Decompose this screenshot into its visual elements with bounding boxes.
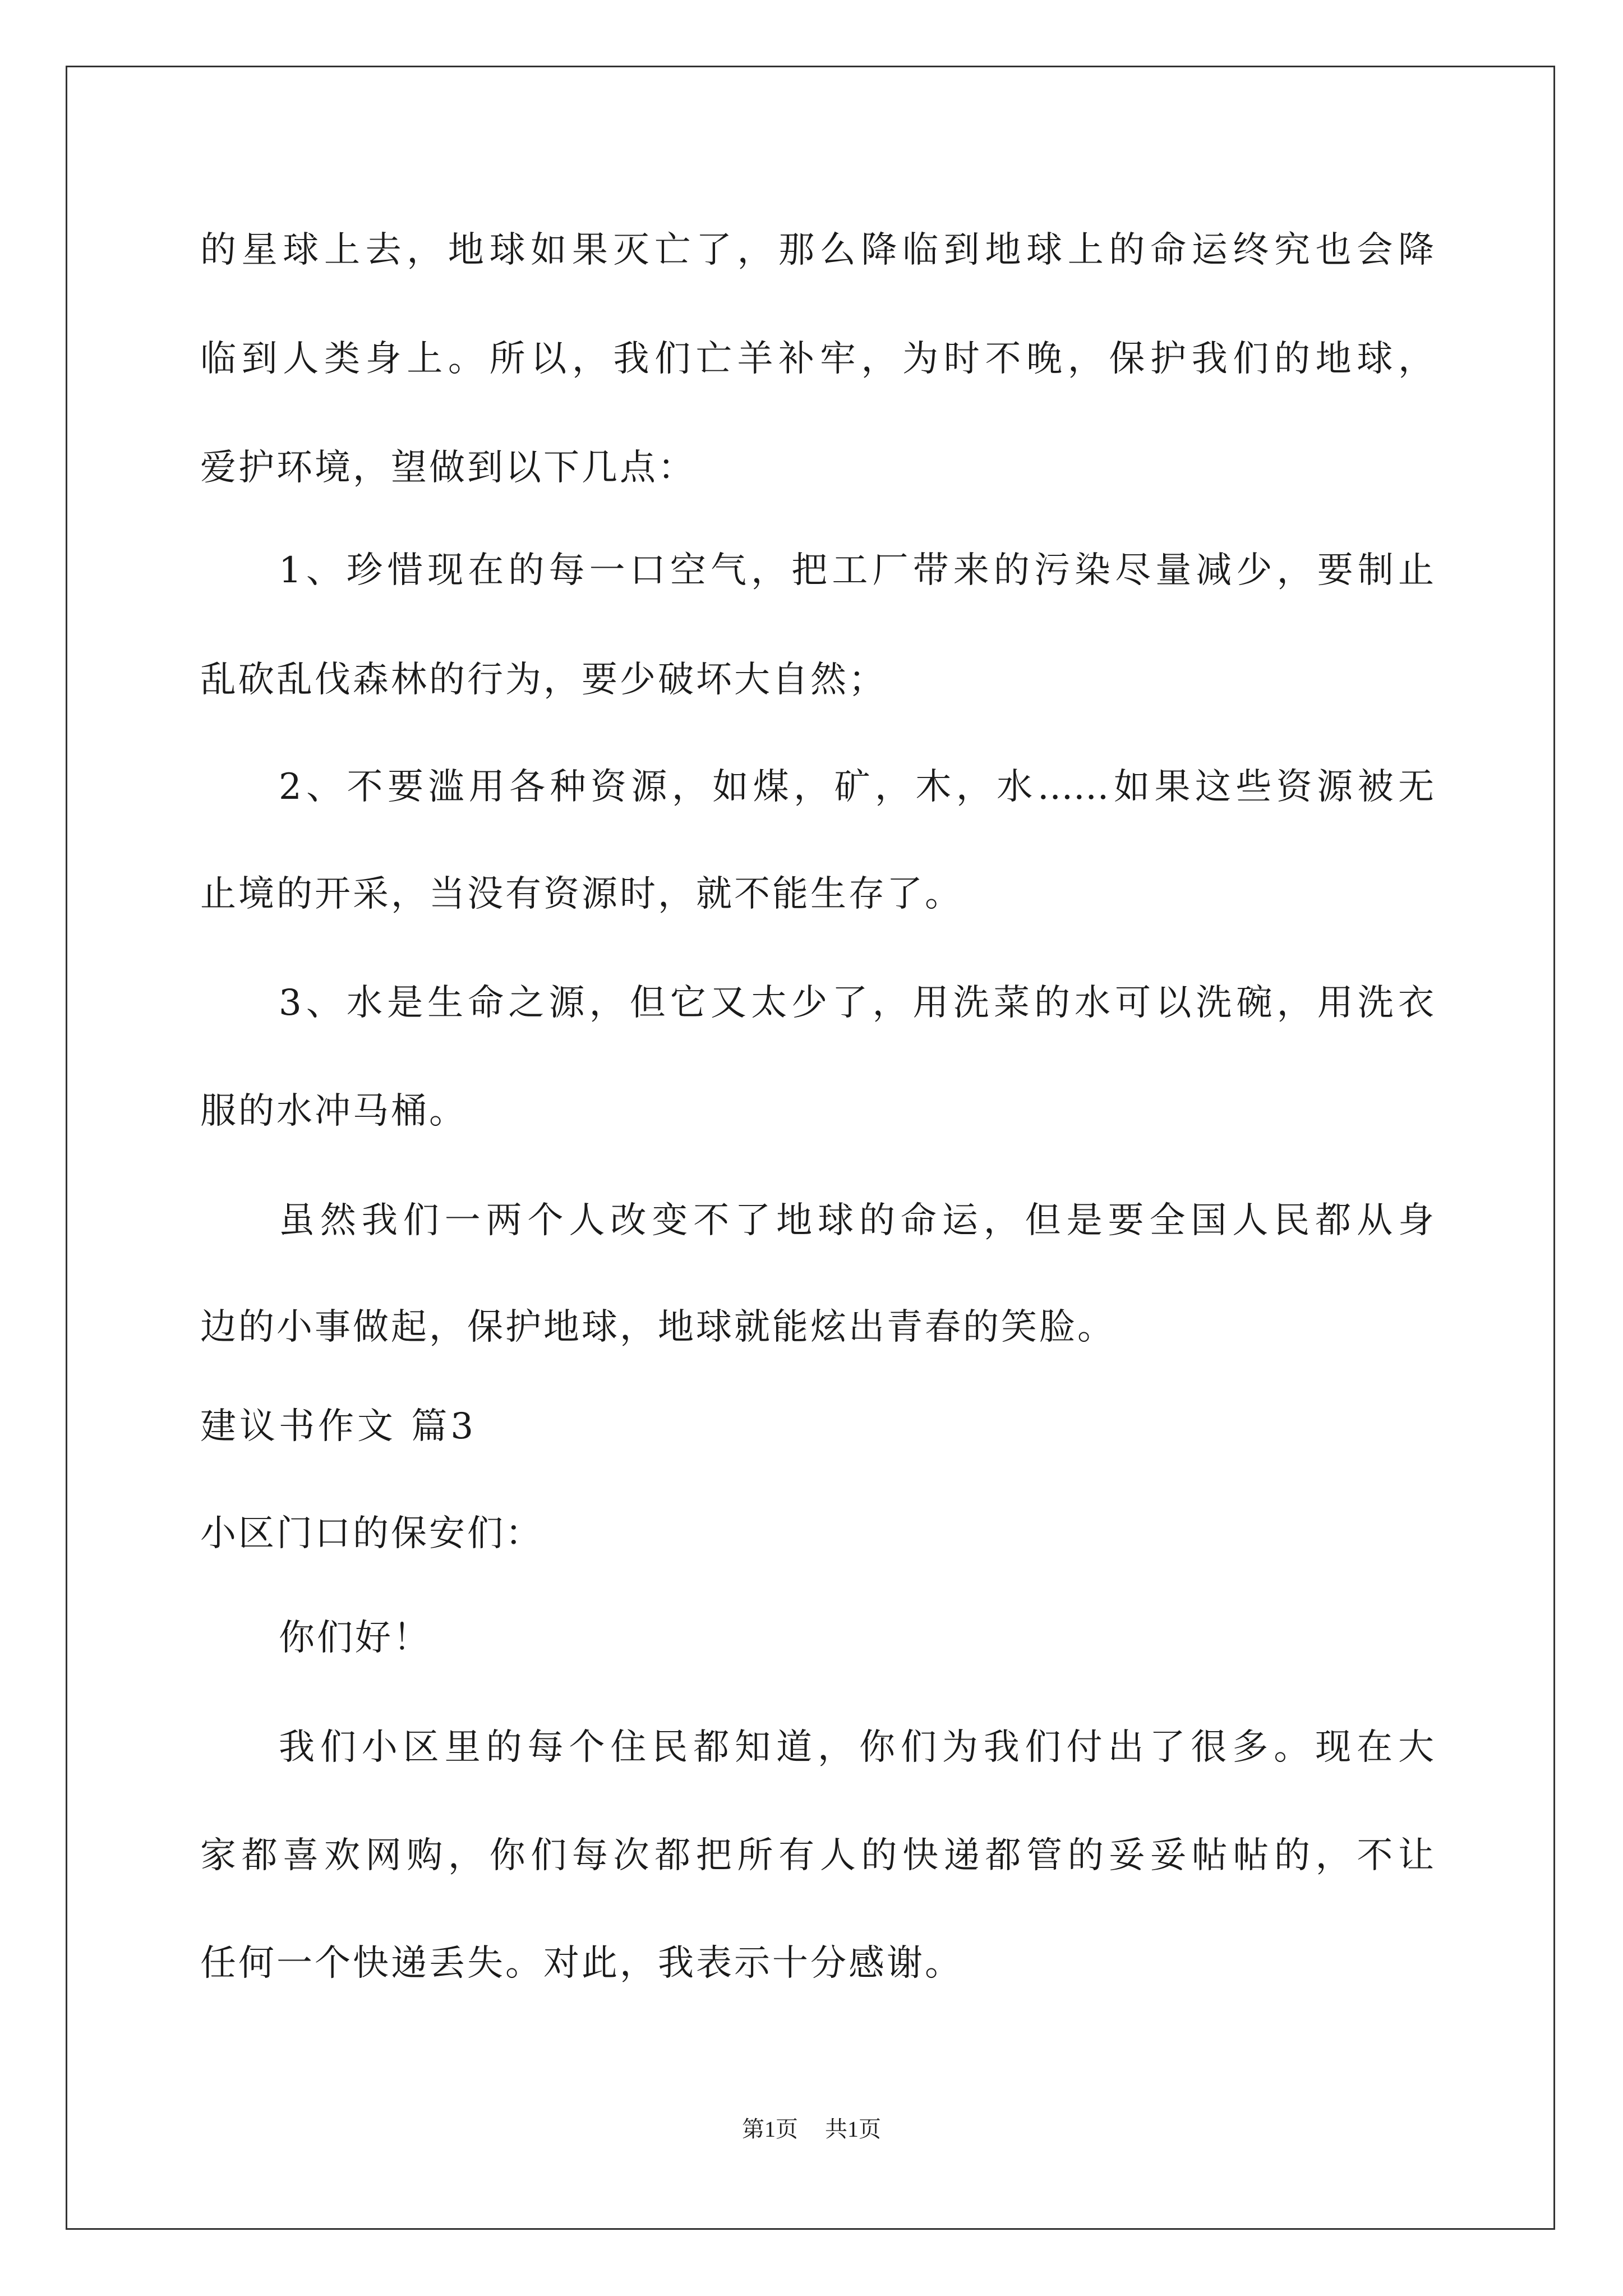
text-line: 爱护环境，望做到以下几点： [200, 447, 696, 489]
page-footer [0, 2118, 1623, 2141]
paragraph-start: 我们小区里的每个住民都知道，你们为我们付出了很多。现在大 [279, 1727, 1434, 1768]
text-line: 的星球上去，地球如果灭亡了，那么降临到地球上的命运终究也会降 [200, 229, 1434, 271]
paragraph-start: 虽然我们一两个人改变不了地球的命运，但是要全国人民都从身 [279, 1200, 1434, 1241]
text-line: 任何一个快递丢失。对此，我表示十分感谢。 [200, 1943, 963, 1984]
text-line: 临到人类身上。所以，我们亡羊补牢，为时不晚，保护我们的地球， [200, 338, 1434, 380]
page-number: 第1页 [742, 2116, 798, 2142]
text-line: 止境的开采，当没有资源时，就不能生存了。 [200, 873, 963, 915]
list-item-1: 1、珍惜现在的每一口空气，把工厂带来的污染尽量减少，要制止 [279, 550, 1434, 591]
salutation: 小区门口的保安们： [200, 1513, 543, 1554]
greeting: 你们好！ [279, 1617, 431, 1659]
list-item-3: 3、水是生命之源，但它又太少了，用洗菜的水可以洗碗，用洗衣 [279, 982, 1434, 1024]
text-line: 服的水冲马桶。 [200, 1091, 467, 1132]
section-heading: 建议书作文 篇3 [200, 1406, 477, 1447]
list-item-2: 2、不要滥用各种资源，如煤，矿，木，水……如果这些资源被无 [279, 766, 1434, 808]
page-total: 共1页 [825, 2116, 881, 2142]
text-line: 边的小事做起，保护地球，地球就能炫出青春的笑脸。 [200, 1306, 1115, 1348]
text-line: 家都喜欢网购，你们每次都把所有人的快递都管的妥妥帖帖的，不让 [200, 1835, 1434, 1876]
page-border [66, 66, 1555, 2230]
text-line: 乱砍乱伐森林的行为，要少破坏大自然； [200, 659, 887, 701]
